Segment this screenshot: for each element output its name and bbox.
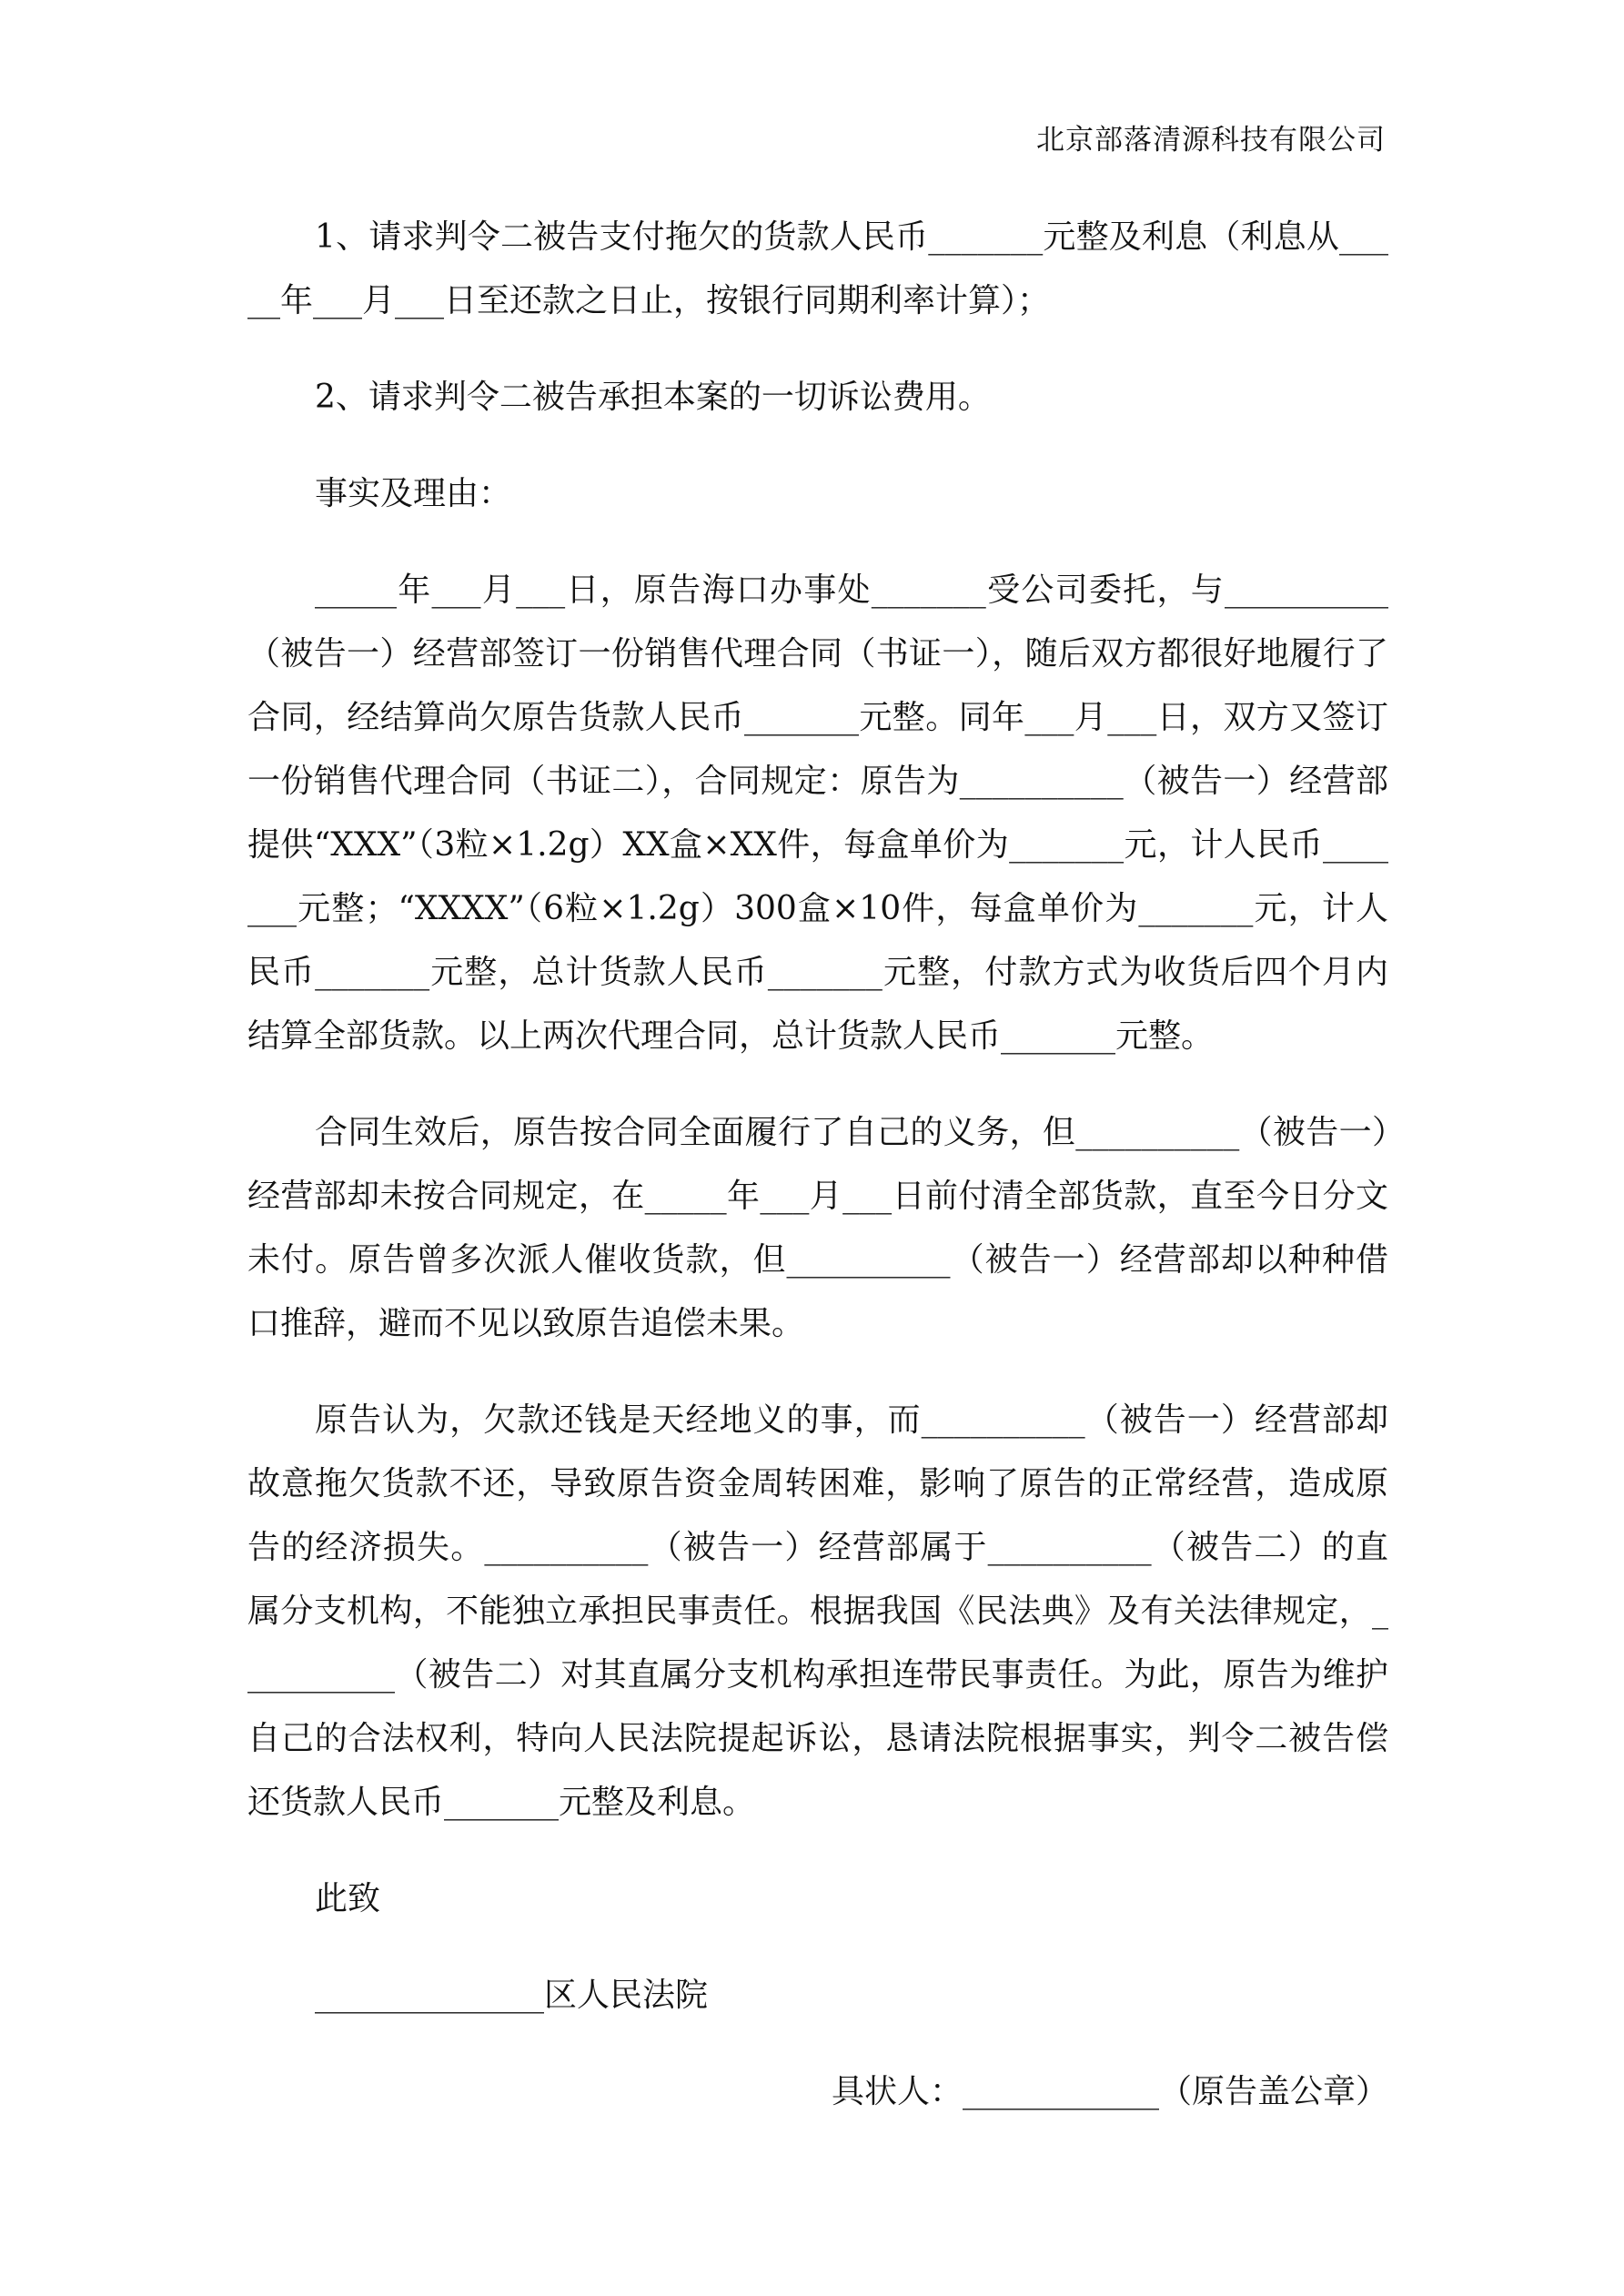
facts-paragraph-3: 原告认为，欠款还钱是天经地义的事，而__________（被告一）经营部却故意拖欠货款不还，导致原告资金周转困难，影响了原告的正常经营，造成原告的经济损失。__________（被告一）经营部属于__________（被告二）的直属分支机构，不能独立承担民事责任。根据我国《民法典》及有关法律规定，__________（被告二）对其直属分支机构承担连带民事责任。为此，原告为维护自己的合法权利，特向人民法院提起诉讼，恳请法院根据事实，判令二被告偿还货款人民币_______元整及利息。 (247, 1401, 1388, 1821)
facts-paragraph-2: 合同生效后，原告按合同全面履行了自己的义务，但__________（被告一）经营部却未按合同规定，在_____年___月___日前付清全部货款，直至今日分文未付。原告曾多次派人催收货款，但__________（被告一）经营部却以种种借口推辞，避而不见以致原告追偿未果。 (247, 1114, 1388, 1342)
claim-item-2: 2、请求判令二被告承担本案的一切诉讼费用。 (315, 379, 991, 416)
facts-heading: 事实及理由： (315, 475, 512, 512)
salutation: 此致 (315, 1880, 381, 1917)
court-name: ______________区人民法院 (315, 1977, 709, 2014)
signer-line: 具状人：____________（原告盖公章） (831, 2073, 1388, 2110)
claim-item-1: 1、请求判令二被告支付拖欠的货款人民币_______元整及利息（利息从_____年___月___日至还款之日止，按银行同期利率计算）； (247, 218, 1388, 319)
document-body (247, 206, 1388, 2124)
company-header: 北京部落清源科技有限公司 (1036, 124, 1386, 157)
facts-paragraph-1: _____年___月___日，原告海口办事处_______受公司委托，与__________（被告一）经营部签订一份销售代理合同（书证一），随后双方都很好地履行了合同，经结算尚欠原告货款人民币_______元整。同年___月___日，双方又签订一份销售代理合同（书证二），合同规定：原告为__________（被告一）经营部提供“XXX”（3粒×1.2g）XX盒×XX件，每盒单价为_______元，计人民币_______元整；“XXXX”（6粒×1.2g）300盒×10件，每盒单价为_______元，计人民币_______元整，总计货款人民币_______元整，付款方式为收货后四个月内结算全部货款。以上两次代理合同，总计货款人民币_______元整。 (247, 571, 1388, 1055)
